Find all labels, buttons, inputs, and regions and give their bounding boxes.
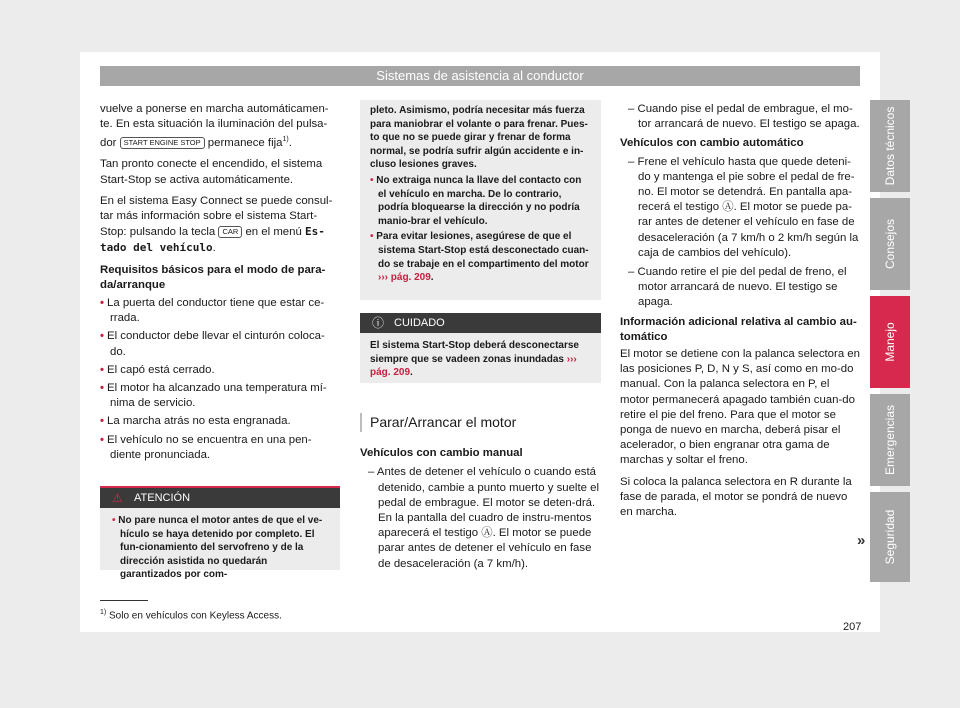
continue-arrow-icon: » <box>857 532 866 549</box>
list-item: – Cuando pise el pedal de embrague, el mo-tor arrancará de nuevo. El testigo se apaga. <box>628 103 860 131</box>
list-item: • El capó está cerrado. <box>100 363 215 376</box>
section-title-rule <box>360 413 601 432</box>
warning-box <box>100 486 340 581</box>
tab-consejos[interactable]: Consejos <box>870 198 910 290</box>
tab-datos-tecnicos[interactable]: Datos técnicos <box>870 100 910 192</box>
car-key: CAR <box>218 226 242 238</box>
caution-content: El sistema Start-Stop deberá desconectarse siempre que se vadeen zonas inundadas ››› pág. 209. <box>370 340 579 379</box>
list-item: – Antes de detener el vehículo o cuando está detenido, cambie a punto muerto y suelte el pedal de embrague. El motor se deten-drá. En la pantalla del cuadro de instru-mentos aparecerá el testigo Ⓐ. El motor se puede parar antes de detener el vehículo en fase de desaceleración (a 7 km/h). <box>368 466 599 570</box>
list-item: • El motor ha alcanzado una temperatura mí-nima de servicio. <box>100 382 327 410</box>
section <box>360 413 601 576</box>
footnote: $^{1)}$ Solo en vehículos con Keyless Access. <box>100 609 282 622</box>
column-3 <box>620 102 860 526</box>
warning-box-continued: pleto. Asimismo, podría necesitar más fuerza para maniobrar el volante o para frenar. Pues-to que no se puede girar y frenar de forma normal, se podría sufrir algún accidente e in-cluso lesiones graves. • No extraiga nunca la llave del contacto con el vehículo en marcha. De lo contrario, podría bloquearse la dirección y no podría manio-brar el vehículo. • Para evitar lesiones, asegúrese de que el sistema Start-Stop está desconectado cuan-do se trabaje en el compartimento del motor ››› pág. 209. <box>360 100 601 300</box>
caution-header: ⓘ CUIDADO <box>360 313 601 333</box>
page-number: 207 <box>843 621 862 633</box>
tab-emergencias[interactable]: Emergencias <box>870 394 910 486</box>
list-item: • La marcha atrás no esta engranada. <box>100 415 291 428</box>
page-header: Sistemas de asistencia al conductor <box>100 66 860 86</box>
info-circle-icon: ⓘ <box>372 316 385 330</box>
page-reference-link[interactable]: ››› pág. 209 <box>370 353 577 379</box>
list-item: • El conductor debe llevar el cinturón coloca-do. <box>100 330 325 358</box>
tab-seguridad[interactable]: Seguridad <box>870 492 910 582</box>
list-item: • La puerta del conductor tiene que estar ce-rrada. <box>100 297 325 325</box>
requirements-heading: Requisitos básicos para el modo de para-da/arranque <box>100 263 326 291</box>
footnote-ref: 1) <box>282 136 289 144</box>
paragraph: vuelve a ponerse en marcha automáticamen-te. En esta situación la iluminación del pulsa-dor START ENGINE STOP permanece fija$^{1)}$. <box>100 103 329 150</box>
menu-name: Es-tado del vehículo <box>100 225 325 255</box>
list-item: • El vehículo no se encuentra en una pen-diente pronunciada. <box>100 433 312 461</box>
paragraph: Tan pronto conecte el encendido, el sistema Start-Stop se activa automáticamente. <box>100 158 323 186</box>
column-1 <box>100 102 340 466</box>
caution-box <box>360 313 601 383</box>
page-reference-link[interactable]: ››› pág. 209 <box>378 272 431 284</box>
automatic-heading: Vehículos con cambio automático <box>620 137 804 150</box>
list-item: – Frene el vehículo hasta que quede deteni-do y mantenga el pie sobre el pedal de fre-no. El motor se detendrá. En pantalla apa-recerá el testigo Ⓐ. El motor se puede pa-rar antes de detener el vehículo en fase de desaceleración (a 7 km/h o 2 km/h según la caja de cambios del vehículo). <box>628 155 859 259</box>
warning-header: ⚠ ATENCIÓN <box>100 486 340 508</box>
tab-manejo[interactable]: Manejo <box>870 296 910 388</box>
paragraph: El motor se detiene con la palanca selectora en las posiciones P, D, N y S, así como en mo-do manual. Con la palanca selectora en P, el motor permanecerá apagado también cuan-do retire el pie del freno. Para que el motor se ponga de nuevo en marcha, deberá pisar el acelerador, o bien engranar otra gama de marchas y soltar el freno. <box>620 348 860 467</box>
paragraph: En el sistema Easy Connect se puede consul-tar más información sobre el sistema Start-Stop: pulsando la tecla CAR en el menú Es-tado del vehículo. <box>100 194 333 255</box>
start-engine-stop-key: START ENGINE STOP <box>120 137 205 149</box>
warning-content: • No pare nunca el motor antes de que el ve-hículo se haya detenido por completo. El fun-cionamiento del servofreno y de la dirección asistida no quedarán garantizados por com- <box>112 515 323 581</box>
manual-heading: Vehículos con cambio manual <box>360 447 523 460</box>
footnote-rule <box>100 600 148 601</box>
section-title: Parar/Arrancar el motor <box>370 414 517 430</box>
list-item: – Cuando retire el pie del pedal de freno, el motor arrancará de nuevo. El testigo se apaga. <box>628 266 847 309</box>
info-heading: Información adicional relativa al cambio au-tomático <box>620 315 857 343</box>
paragraph: Si coloca la palanca selectora en R durante la fase de parada, el motor se pondrá de nuevo en marcha. <box>620 475 852 519</box>
warning-triangle-icon: ⚠ <box>112 491 123 505</box>
